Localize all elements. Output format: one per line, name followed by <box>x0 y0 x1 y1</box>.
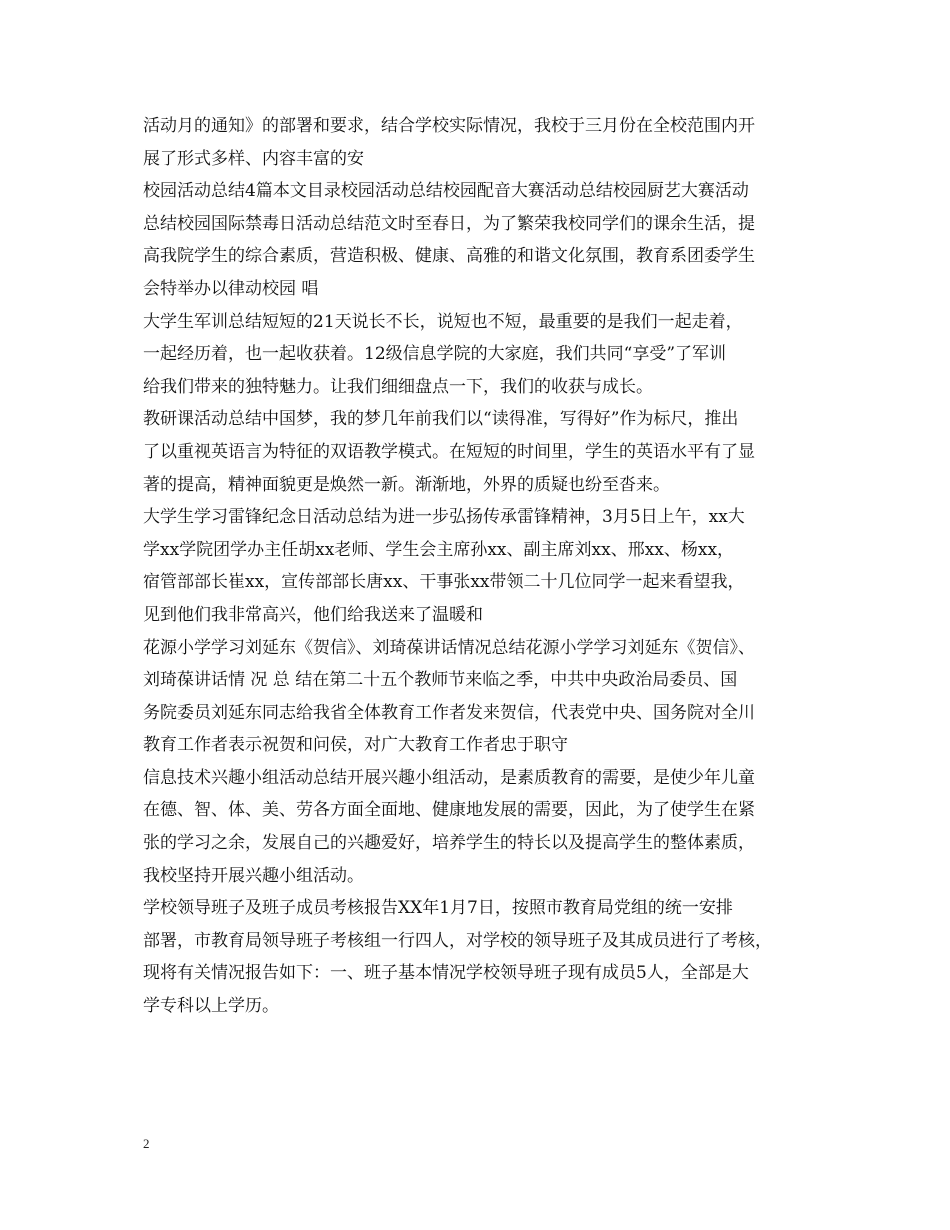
text-line: 花源小学学习刘延东《贺信》、刘琦葆讲话情况总结花源小学学习刘延东《贺信》、 <box>143 637 755 658</box>
text-line: 一起经历着，也一起收获着。12级信息学院的大家庭，我们共同“享受”了军训 <box>143 344 727 365</box>
text-line: 部署，市教育局领导班子考核组一行四人，对学校的领导班子及其成员进行了考核， <box>143 930 772 951</box>
text-line: 会特举办以律动校园 唱 <box>143 278 319 299</box>
body-text <box>143 114 813 1027</box>
text-line: 见到他们我非常高兴，他们给我送来了温暖和 <box>143 604 483 625</box>
text-line: 我校坚持开展兴趣小组活动。 <box>143 865 364 886</box>
text-line: 张的学习之余，发展自己的兴趣爱好，培养学生的特长以及提高学生的整体素质， <box>143 833 755 854</box>
text-line: 了以重视英语言为特征的双语教学模式。在短短的时间里，学生的英语水平有了显 <box>143 441 755 462</box>
text-line: 校园活动总结4篇本文目录校园活动总结校园配音大赛活动总结校园厨艺大赛活动 <box>143 181 749 202</box>
text-line: 活动月的通知》的部署和要求，结合学校实际情况，我校于三月份在全校范围内开 <box>143 116 755 136</box>
text-line: 务院委员刘延东同志给我省全体教育工作者发来贺信，代表党中央、国务院对全川 <box>143 702 755 723</box>
text-line: 教育工作者表示祝贺和问侯，对广大教育工作者忠于职守 <box>143 735 568 756</box>
text-line: 信息技术兴趣小组活动总结开展兴趣小组活动，是素质教育的需要，是使少年儿童 <box>143 767 755 788</box>
text-line: 学xx学院团学办主任胡xx老师、学生会主席孙xx、副主席刘xx、邢xx、杨xx， <box>143 539 735 560</box>
text-line: 学专科以上学历。 <box>143 996 279 1017</box>
text-line: 高我院学生的综合素质，营造积极、健康、高雅的和谐文化氛围，教育系团委学生 <box>143 246 755 267</box>
text-line: 学校领导班子及班子成员考核报告XX年1月7日，按照市教育局党组的统一安排 <box>143 898 733 919</box>
text-line: 给我们带来的独特魅力。让我们细细盘点一下，我们的收获与成长。 <box>143 376 653 397</box>
text-line: 刘琦葆讲话情 况 总 结在第二十五个教师节来临之季，中共中央政治局委员、国 <box>143 670 738 691</box>
text-line: 展了形式多样、内容丰富的安 <box>143 148 364 169</box>
text-line: 大学生军训总结短短的21天说长不长，说短也不短，最重要的是我们一起走着， <box>143 311 743 332</box>
text-line: 著的提高，精神面貌更是焕然一新。渐渐地，外界的质疑也纷至沓来。 <box>143 474 670 495</box>
text-line: 大学生学习雷锋纪念日活动总结为进一步弘扬传承雷锋精神，3月5日上午，xx大 <box>143 507 745 528</box>
text-line: 现将有关情况报告如下：一、班子基本情况学校领导班子现有成员5人，全部是大 <box>143 963 749 984</box>
text-line: 总结校园国际禁毒日活动总结范文时至春日，为了繁荣我校同学们的课余生活，提 <box>143 213 755 234</box>
text-line: 在德、智、体、美、劳各方面全面地、健康地发展的需要，因此，为了使学生在紧 <box>143 800 755 821</box>
text-line: 宿管部部长崔xx，宣传部部长唐xx、干事张xx带领二十几位同学一起来看望我， <box>143 572 745 593</box>
text-line: 教研课活动总结中国梦，我的梦几年前我们以“读得准，写得好”作为标尺，推出 <box>143 409 739 430</box>
page-number: 2 <box>143 1136 150 1151</box>
